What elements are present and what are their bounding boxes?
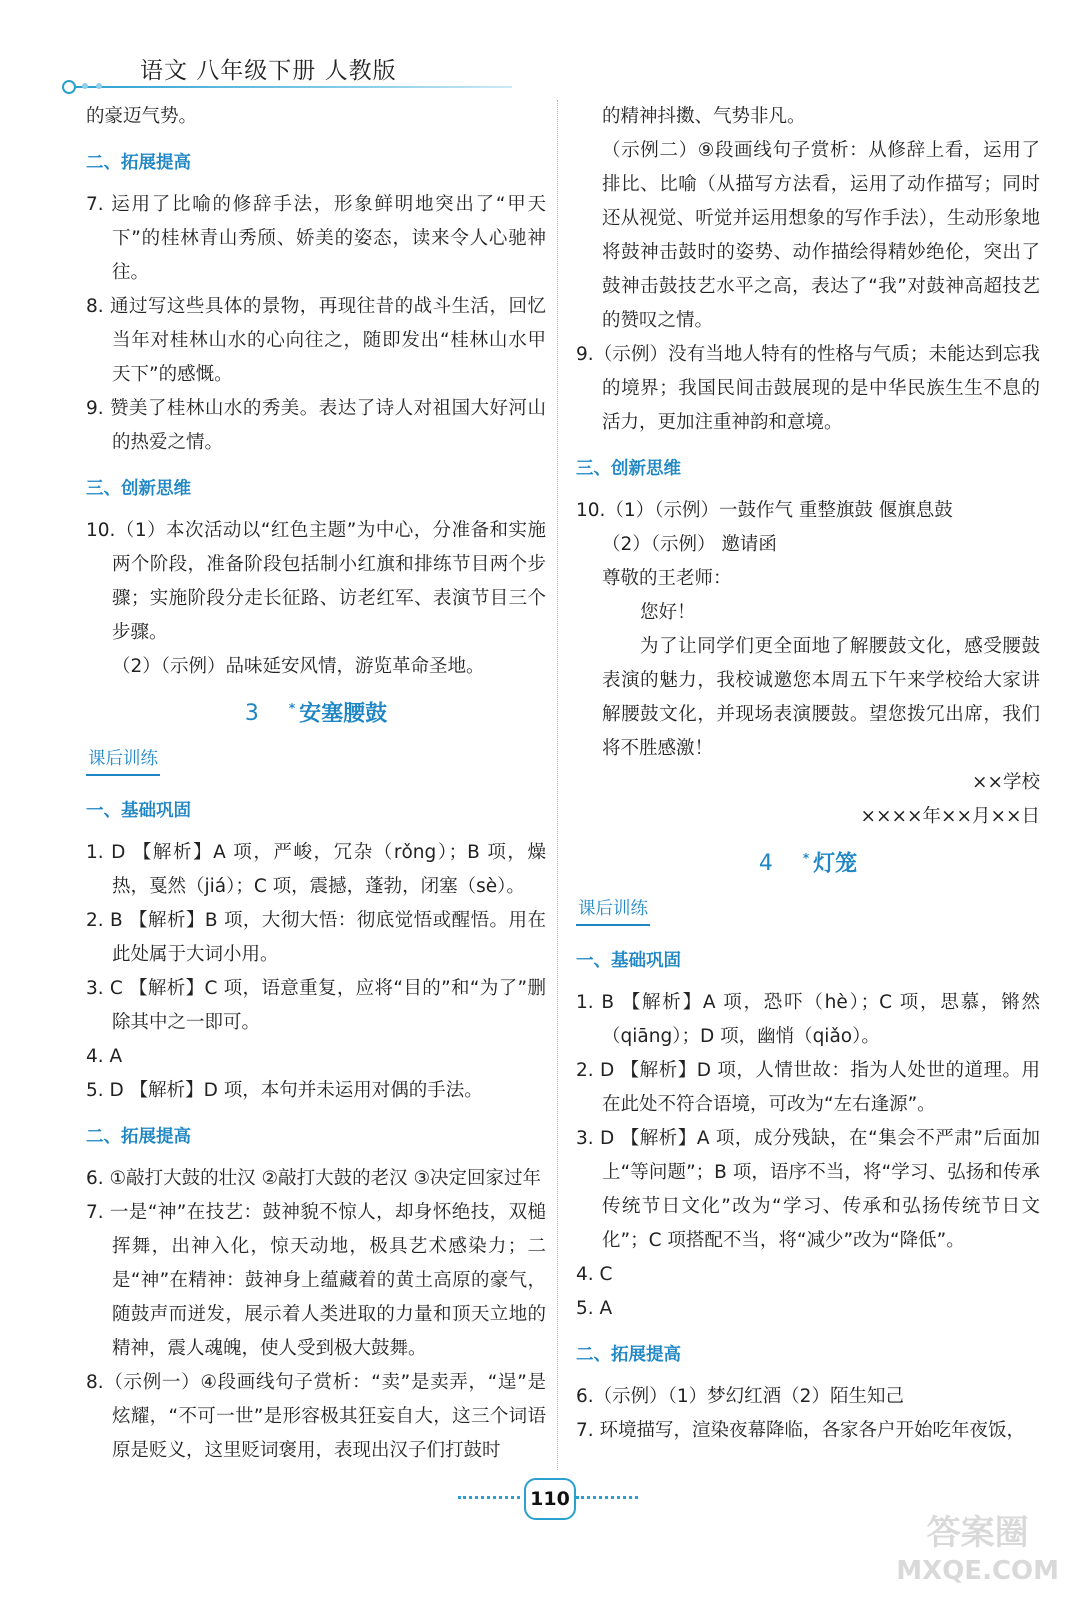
column-divider [557,100,558,1470]
answer-text: 您好！ [640,602,696,623]
section-heading: 三、创新思维 [576,459,681,479]
section-heading: 二、拓展提高 [86,1127,191,1148]
answer-text: （示例二）⑨段画线句子赏析：从修辞上看，运用了排比、比喻（从描写方法看，运用了动作描写；同时还从视觉、听觉并运用想象的写作手法），生动形象地将鼓神击鼓时的姿势、动作描绘得精妙绝伦，突出了鼓神击鼓技艺水平之高，表达了“我”对鼓神高超技艺的赞叹之情。 [602,140,1040,331]
answer-item: 5. A [576,1298,613,1320]
lesson-title [576,840,1040,882]
answer-item: 10.（1）本次活动以“红色主题”为中心，分准备和实施两个阶段，准备阶段包括制小红旗和排练节目两个步骤；实施阶段分走长征路、访老红军、表演节目三个步骤。 [86,520,546,643]
header-dot-icon [82,83,88,89]
answer-item: 7. 运用了比喻的修辞手法，形象鲜明地突出了“甲天下”的桂林青山秀颀、娇美的姿态，读来令人心驰神往。 [86,194,546,283]
right-column [576,100,1040,1448]
exercise-label: 课后训练 [86,746,160,776]
page-header [62,50,512,100]
answer-item: 1. B 【解析】A 项，恐吓（hè）；C 项，思慕，锵然（qiāng）；D 项，幽悄（qiǎo）。 [576,992,1040,1048]
lesson-name: 灯笼 [813,851,858,877]
footer-dots [576,1496,638,1499]
answer-text: （2）（示例） 邀请函 [602,534,777,555]
answer-item: 5. D 【解析】D 项，本句并未运用对偶的手法。 [86,1080,483,1102]
answer-text: 的精神抖擞、气势非凡。 [602,106,806,127]
lesson-title [86,690,546,732]
answer-text: 的豪迈气势。 [86,106,198,127]
answer-item: 7. 一是“神”在技艺：鼓神貌不惊人，却身怀绝技，双槌挥舞，出神入化，惊天动地，极具艺术感染力；二是“神”在精神：鼓神身上蕴藏着的黄土高原的豪气，随鼓声而迸发，展示着人类进取的力量和顶天立地的精神，震人魂魄，使人受到极大鼓舞。 [86,1202,546,1360]
answer-item: 8.（示例一）④段画线句子赏析：“卖”是卖弄，“逞”是炫耀，“不可一世”是形容极其狂妄自大，这三个词语原是贬义，这里贬词褒用，表现出汉子们打鼓时 [86,1372,546,1462]
answer-item: 2. D 【解析】D 项，人情世故：指为人处世的道理。用在此处不符合语境，可改为“左右逢源”。 [576,1060,1040,1116]
exercise-label-row [86,738,546,782]
section-heading: 二、拓展提高 [86,153,191,173]
answer-text: ××××年××月××日 [860,806,1040,827]
answer-text: 尊敬的王老师： [602,568,732,589]
header-circle-icon [62,80,76,94]
book-title: 语文 八年级下册 人教版 [140,58,397,84]
answer-item: 4. A [86,1046,123,1068]
lesson-number: 3 [244,701,259,727]
answer-item: 3. D 【解析】A 项，成分残缺，在“集会不严肃”后面加上“等问题”；B 项，语序不当，将“学习、弘扬和传承传统节日文化”改为“学习、传承和弘扬传统节日文化”；C 项搭配不当，将“减少”改为“降低”。 [576,1128,1040,1252]
lesson-number: 4 [758,851,773,877]
answer-item: 4. C [576,1264,613,1286]
answer-text: 为了让同学们更全面地了解腰鼓文化，感受腰鼓表演的魅力，我校诚邀您本周五下午来学校给大家讲解腰鼓文化，并现场表演腰鼓。望您拨冗出席，我们将不胜感激！ [602,636,1040,759]
answer-text: （2）（示例）品味延安风情，游览革命圣地。 [112,656,485,677]
section-heading: 三、创新思维 [86,479,191,499]
star-icon: * [802,851,810,865]
answer-item: 1. D 【解析】A 项，严峻，冗杂（rǒng）；B 项，燥热，戛然（jiá）；C 项，震撼，蓬勃，闭塞（sè）。 [86,842,546,898]
exercise-label-row [576,888,1040,932]
section-heading: 一、基础巩固 [576,951,681,972]
answer-item: 10.（1）（示例）一鼓作气 重整旗鼓 偃旗息鼓 [576,500,953,521]
page-footer [458,1478,638,1518]
header-dot-icon [96,83,102,89]
header-rule [72,86,512,88]
answer-item: 8. 通过写这些具体的景物，再现往昔的战斗生活，回忆当年对桂林山水的心向往之，随即发出“桂林山水甲天下”的感慨。 [86,296,546,385]
answer-item: 3. C 【解析】C 项，语意重复，应将“目的”和“为了”删除其中之一即可。 [86,978,546,1034]
answer-item: 9. 赞美了桂林山水的秀美。表达了诗人对祖国大好河山的热爱之情。 [86,398,546,453]
answer-item: 9.（示例）没有当地人特有的性格与气质；未能达到忘我的境界；我国民间击鼓展现的是中华民族生生不息的活力，更加注重神韵和意境。 [576,344,1040,433]
answer-text: ××学校 [971,772,1040,793]
exercise-label: 课后训练 [576,896,650,926]
lesson-name: 安塞腰鼓 [299,701,388,727]
answer-item: 6. ①敲打大鼓的壮汉 ②敲打大鼓的老汉 ③决定回家过年 [86,1168,542,1190]
watermark-url: MXQE.COM [896,1556,1059,1586]
answer-item: 2. B 【解析】B 项，大彻大悟：彻底觉悟或醒悟。用在此处属于大词小用。 [86,910,546,966]
footer-dots [458,1496,520,1499]
watermark-text: 答案圈 [926,1513,1029,1553]
answer-item: 6.（示例）（1）梦幻红酒（2）陌生知己 [576,1386,904,1408]
answer-item: 7. 环境描写，渲染夜幕降临，各家各户开始吃年夜饭， [576,1420,1026,1442]
section-heading: 二、拓展提高 [576,1345,681,1366]
page-number: 110 [524,1478,576,1520]
left-column [86,100,546,1468]
section-heading: 一、基础巩固 [86,801,191,822]
star-icon: * [288,701,296,715]
watermark-logo [896,1514,1059,1590]
